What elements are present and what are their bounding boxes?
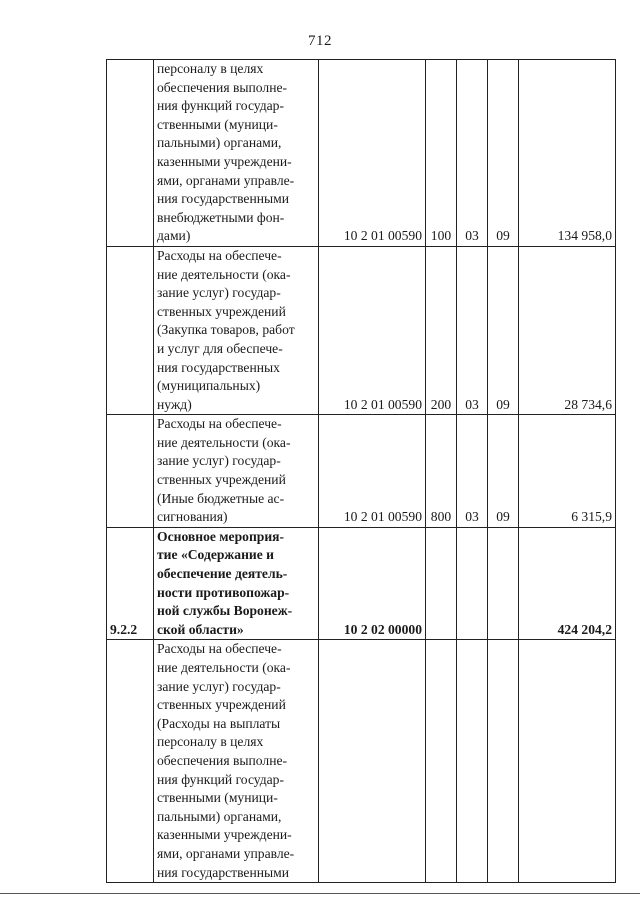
row-sum: 424 204,2 [519, 527, 616, 640]
table-row [107, 246, 616, 414]
row-section [457, 640, 488, 883]
row-section [457, 527, 488, 640]
row-name [154, 640, 319, 883]
row-subsection: 09 [488, 60, 519, 247]
row-sum: 134 958,0 [519, 60, 616, 247]
row-name-text: персоналу в целях обеспечения выполне- ния функций государ- ственными (муници- пальными) органами, казенными учреждени- ями, органами управле- ния государственными внебюджетными фон- дами) [157, 61, 295, 244]
row-sum: 28 734,6 [519, 246, 616, 414]
row-expense-type [426, 527, 457, 640]
page-number: 712 [308, 33, 332, 49]
row-subsection: 09 [488, 246, 519, 414]
table-row [107, 527, 616, 640]
row-subsection [488, 527, 519, 640]
row-section: 03 [457, 246, 488, 414]
row-section: 03 [457, 415, 488, 528]
row-name-text: Расходы на обеспече- ние деятельности (ока- зание услуг) государ- ственных учреждений (Закупка товаров, работ и услуг для обеспече- ния государственных (муниципальных) нужд) [157, 247, 295, 412]
row-name [154, 60, 319, 247]
row-number [107, 415, 154, 528]
row-number: 9.2.2 [107, 527, 154, 640]
row-number [107, 640, 154, 883]
row-number [107, 246, 154, 414]
row-expense-type: 200 [426, 246, 457, 414]
row-target-code [319, 640, 426, 883]
row-number [107, 60, 154, 247]
row-name-text: Расходы на обеспече- ние деятельности (ока- зание услуг) государ- ственных учреждений (Иные бюджетные ас- сигнования) [157, 416, 291, 525]
table-row [107, 60, 616, 247]
row-expense-type: 800 [426, 415, 457, 528]
row-sum [519, 640, 616, 883]
table-row [107, 640, 616, 883]
row-subsection: 09 [488, 415, 519, 528]
row-target-code: 10 2 01 00590 [319, 60, 426, 247]
row-sum: 6 315,9 [519, 415, 616, 528]
row-name-text: Расходы на обеспече- ние деятельности (ока- зание услуг) государ- ственных учреждений (Расходы на выплаты персоналу в целях обеспечения выполне- ния функций государ- ственными (муници- пальными) органами, казенными учреждени- ями, органами управле- ния государственными [157, 641, 295, 880]
page-bottom-divider [0, 893, 640, 894]
row-subsection [488, 640, 519, 883]
budget-table [106, 59, 616, 883]
row-section: 03 [457, 60, 488, 247]
row-expense-type [426, 640, 457, 883]
row-name [154, 527, 319, 640]
row-name-text: Основное мероприя- тие «Содержание и обеспечение деятель- ности противопожар- ной службы Воронеж- ской области» [157, 528, 293, 637]
table-row [107, 415, 616, 528]
row-target-code: 10 2 01 00590 [319, 246, 426, 414]
row-name [154, 415, 319, 528]
row-target-code: 10 2 01 00590 [319, 415, 426, 528]
row-target-code: 10 2 02 00000 [319, 527, 426, 640]
row-name [154, 246, 319, 414]
row-expense-type: 100 [426, 60, 457, 247]
